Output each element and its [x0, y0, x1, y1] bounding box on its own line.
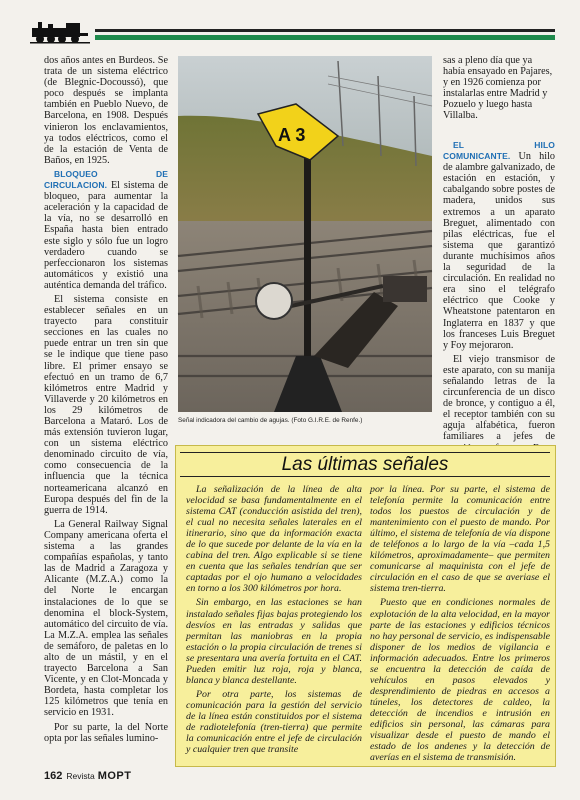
photo-caption: Señal indicadora del cambio de agujas. (Foto G.I.R.E. de Renfe.) — [178, 417, 363, 424]
right-text-column-top — [443, 55, 555, 136]
paragraph: Por su parte, la del Norte opta por las señales lumino- — [44, 721, 168, 744]
magazine-label: Revista — [66, 771, 95, 781]
locomotive-icon — [30, 18, 90, 44]
right-text-column — [443, 140, 555, 445]
photo-switch-signal — [178, 56, 432, 412]
paragraph: La General Railway Signal Company americana oferta el sistema a las grandes compañías españolas, y tanto las de Madrid a Zaragoza y Alicante (M.Z.A.) como la del Norte le encargan instalaciones de lo que se denomina el block-System, automático del circuito de vía. La M.Z.A. emplea las señales de semáforo, de paletas en lo alto de un mástil, y en el trayecto Barcelona a San Vicente, y en Clot-Moncada y Bordeta, hasta completar los 125 kilómetros que tenía en servicio en 1931. — [44, 518, 168, 719]
header-rule-green — [95, 35, 555, 40]
left-text-column — [44, 55, 168, 755]
paragraph: Sin embargo, en las estaciones se han instalado señales fijas bajas protegiendo los desvíos en las entradas y salidas que permitan las maniobras en la propia estación o la propia circulación de trenes si se presentara una avería fortuita en el CAT. Pueden emitir luz roja, roja y blanca, blanca y blanca destellante. — [186, 597, 362, 686]
sidebar-column-left — [186, 484, 362, 764]
paragraph-text: Un hilo de alambre galvanizado, de estación en estación, y cabalgando sobre postes de madera, unidos sus extremos a un aparato Breguet, alimentado con pilas eléctricas, fue el sistema que garantizó durante muchísimos años la seguridad de la circulación. En realidad no era sino el telégrafo eléctrico que Cooke y Wheatstone patentaron en Inglaterra en 1837 y que los franceses Luis Breguet y Foy mejoraron. — [443, 151, 555, 351]
paragraph-text: El sistema de bloqueo, para aumentar la aceleración y la capacidad de la vía, no se desarrolló en España hasta bien entrado este siglo y sólo fue un logro verdadero cuando se perfeccionaron los sistemas automáticos y existió una auténtica demanda del tráfico. — [44, 180, 168, 291]
paragraph: sas a pleno día que ya había ensayado en Pajares, y en 1926 comienza por instalarlas entre Madrid y Pozuelo y luego hasta Villalba. — [443, 55, 553, 122]
paragraph: El viejo transmisor de este aparato, con su manija señalando letras de la circunferencia de un disco de bronce, y contiguo a él, el receptor también con su aguja alfabética, fueron familiares a jefes de — [443, 353, 555, 443]
paragraph: Puesto que en condiciones normales de explotación de la alta velocidad, en la mayor parte de las estaciones y edificios técnicos no hay personal de servicio, es indispensable disponer de los medios de vigilancia e información adecuados. Entre los primeros se encuentra la detección de caída de vehículos en pasos elevados y desprendimiento de piedras en accesos a túneles, los detectores de caldeo, la detección de incendios e intrusión en edificios sin personal, las cámaras para visualizar desde el puesto de mando el estado de los andenes y la detección de averías en el sistema de transmisión. — [370, 597, 550, 764]
magazine-logo: MOPT — [97, 770, 132, 782]
header-rule-black — [95, 29, 555, 32]
page-footer — [44, 766, 131, 780]
paragraph: Por otra parte, los sistemas de comunicación para la gestión del servicio de la línea están constituidos por el sistema de radiotelefonía (tren-tierra) que permite la comunicación entre el jefe de circulación y cualquier tren que transite — [186, 688, 362, 756]
paragraph: La señalización de la línea de alta velocidad se basa fundamentalmente en el sistema CAT (conducción asistida del tren), el cual no necesita señales laterales en el itinerario, sino que da información exacta de lo que sucede por delante de la vía en la cabina del tren. Algo explicable si se tiene en cuenta que las señales tendrían que ser captadas por el ojo humano a velocidades en torno a los 300 kilómetros por hora. — [186, 484, 362, 595]
sidebar-column-right — [370, 484, 550, 764]
paragraph: El sistema consiste en establecer señales en un trayecto para constituir secciones en las cuales no puede entrar un tren sin que se le indique que tiene paso libre. El primer ensayo se efectuó en un tramo de 6,7 kilómetros entre Madrid y Villaverde y 20 kilómetros en los 29 kilómetros de Barcelona a Mataró. Los de más extensión tuvieron lugar, con un sistema eléctrico denominado circuito de vía, como consecuencia de la influencia que la técnica norteamericana alcanzó en Europa después del fin de la guerra de 1914. — [44, 293, 168, 516]
paragraph-hilo — [443, 140, 555, 351]
section-heading: EL HILO COMUNICANTE. — [443, 140, 555, 162]
page-number: 162 — [44, 770, 63, 782]
paragraph-bloqueo — [44, 169, 168, 291]
sidebar-title: Las últimas señales — [180, 452, 550, 477]
paragraph: dos años antes en Burdeos. Se trata de un sistema eléctrico (de Blegnic-Docoussó), que poco después se implanta también en Pueblo Nuevo, de Barcelona, en 1908. Después vinieron los enclavamientos, ya todos eléctricos, como el de la estación de Venta de Baños, en 1925. — [44, 55, 168, 166]
switch-sign-label: A 3 — [278, 125, 306, 145]
section-heading: BLOQUEO DE CIRCULACION. — [44, 168, 168, 191]
paragraph: por la línea. Por su parte, el sistema de telefonía permite la comunicación entre todos los puestos de circulación y de mantenimiento con el puesto de mando. Por último, el sistema de telefonía de vía dispone de teléfonos a lo largo de la vía –cada 1,5 kilómetros, aproximadamente– que permiten comunicarse al maquinista con el jefe de circulación en el caso de que se averiase el sistema tren-tierra. — [370, 484, 550, 595]
